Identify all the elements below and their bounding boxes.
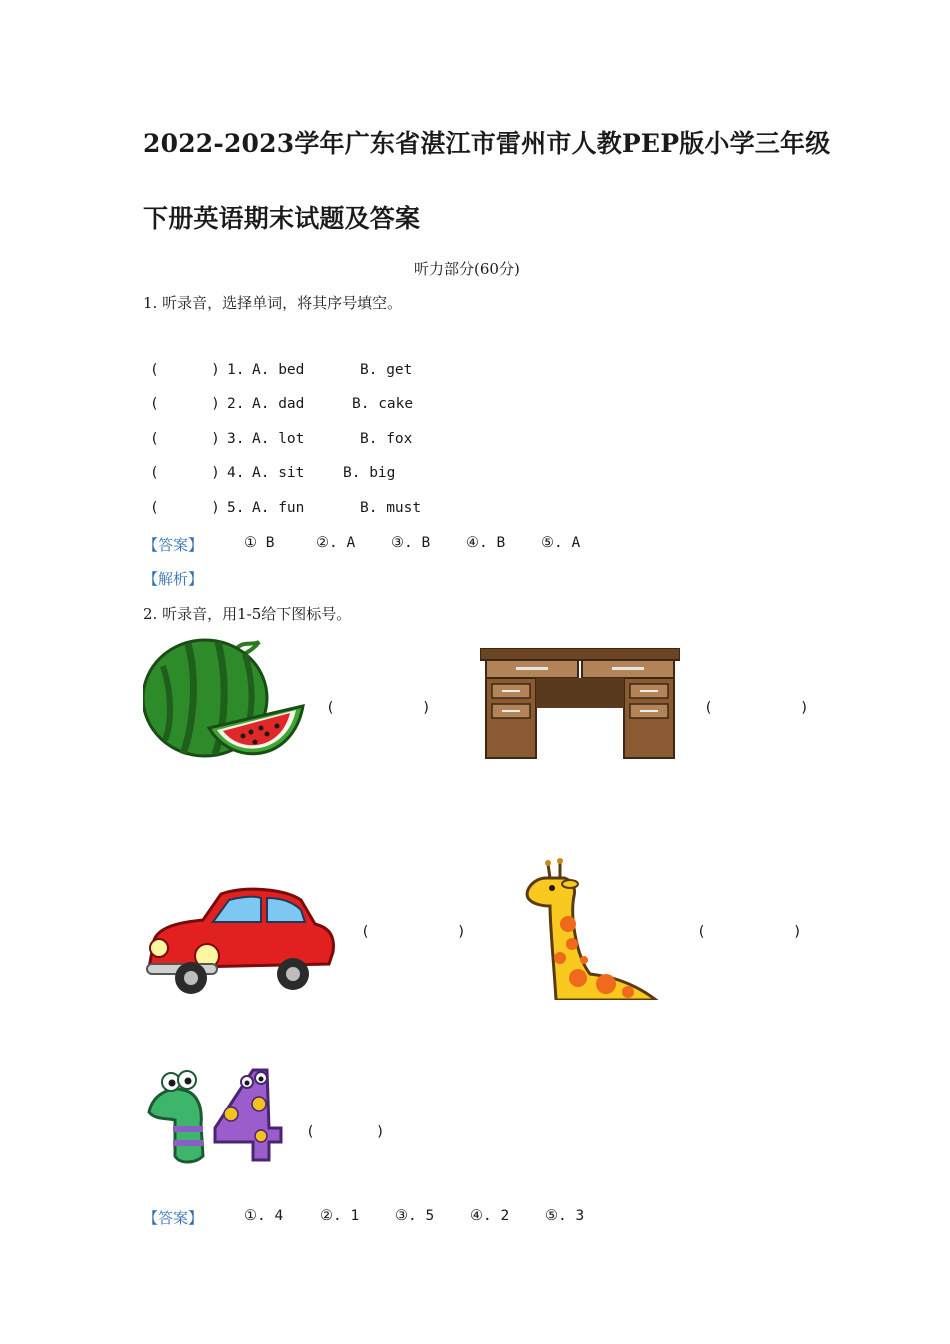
q2-answer-4: ④. 2 (470, 1208, 510, 1224)
q1-item-4-option-a: A. sit (252, 465, 305, 481)
q2-answer-5: ⑤. 3 (545, 1208, 585, 1224)
q1-item-2-option-a: A. dad (252, 396, 305, 412)
q1-answer-1: ① B (244, 535, 275, 551)
document-title-line-2: 下册英语期末试题及答案 (143, 204, 421, 233)
q1-item-3-number: 3. (227, 431, 245, 447)
q1-item-4-option-b: B. big (343, 465, 396, 481)
q1-analysis-label: 【解析】 (143, 570, 204, 588)
q1-item-3-option-a: A. lot (252, 431, 305, 447)
q1-item-1-number: 1. (227, 362, 245, 378)
q1-answer-4: ④. B (466, 535, 506, 551)
q1-answer-3: ③. B (391, 535, 431, 551)
q1-item-1-option-a: A. bed (252, 362, 305, 378)
q2-answer-label: 【答案】 (143, 1209, 204, 1227)
q1-item-2-option-b: B. cake (352, 396, 414, 412)
q2-blank-5: ( ) (306, 1124, 385, 1140)
q1-item-3-option-b: B. fox (360, 431, 413, 447)
q1-item-4-number: 4. (227, 465, 245, 481)
q1-answer-2: ②. A (316, 535, 356, 551)
q1-answer-label: 【答案】 (143, 536, 204, 554)
q2-blank-2: ( ) (704, 700, 809, 716)
q2-answer-1: ①. 4 (244, 1208, 284, 1224)
q1-item-5-option-a: A. fun (252, 500, 305, 516)
watermelon-picture (143, 636, 308, 768)
q2-blank-3: ( ) (361, 924, 466, 940)
q1-item-1-option-b: B. get (360, 362, 413, 378)
q1-item-5-option-b: B. must (360, 500, 422, 516)
q1-item-5-paren: ( ) (150, 500, 220, 516)
giraffe-picture (520, 856, 660, 1000)
question-1-prompt: 1. 听录音，选择单词，将其序号填空。 (143, 294, 403, 312)
document-title-line-1: 2022-2023学年广东省湛江市雷州市人教PEP版小学三年级 (143, 129, 831, 158)
q1-item-5-number: 5. (227, 500, 245, 516)
q1-item-1-paren: ( ) (150, 362, 220, 378)
q1-item-2-paren: ( ) (150, 396, 220, 412)
q2-answer-3: ③. 5 (395, 1208, 435, 1224)
section-heading: 听力部分(60分) (414, 260, 520, 278)
q2-answer-2: ②. 1 (320, 1208, 360, 1224)
desk-picture (480, 648, 680, 763)
q1-item-3-paren: ( ) (150, 431, 220, 447)
question-2-prompt: 2. 听录音，用1-5给下图标号。 (143, 605, 352, 623)
q1-item-4-paren: ( ) (150, 465, 220, 481)
q1-item-2-number: 2. (227, 396, 245, 412)
q2-blank-1: ( ) (326, 700, 431, 716)
q1-answer-5: ⑤. A (541, 535, 581, 551)
q2-blank-4: ( ) (697, 924, 802, 940)
car-picture (143, 886, 338, 1001)
number-14-picture (143, 1064, 291, 1166)
